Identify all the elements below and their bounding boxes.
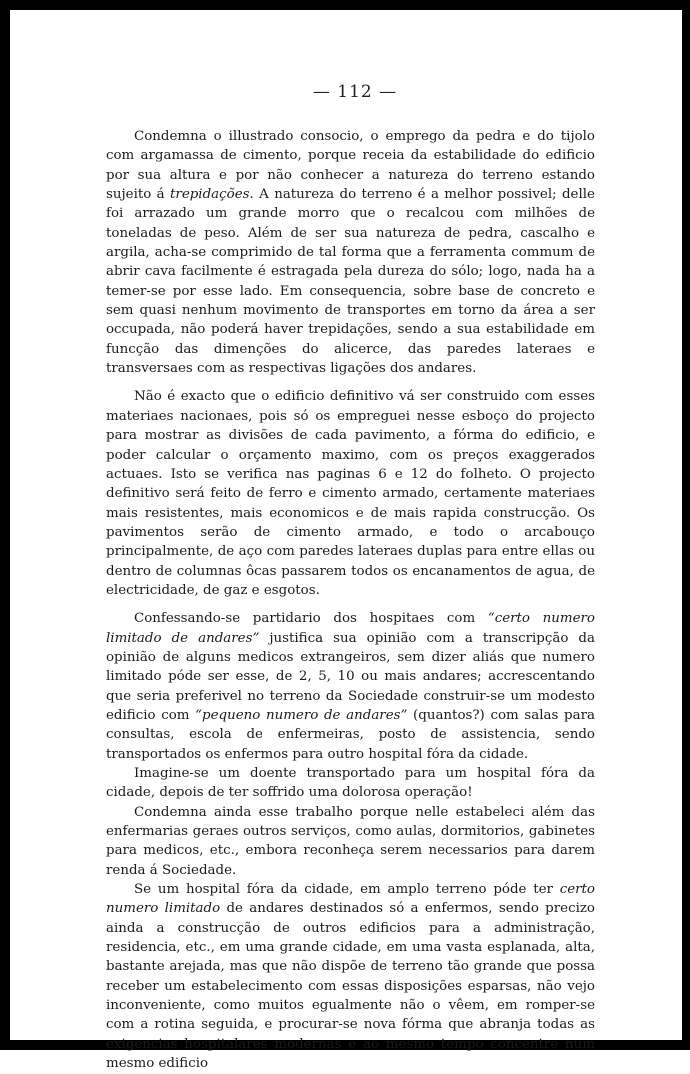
paragraph-3-text-a: Confessando-se partidario dos hospitaes com <box>134 611 476 627</box>
paragraph-4 <box>106 764 595 803</box>
paragraph-1-rest: . A natureza do terreno é a melhor possivel; delle foi arrazado um grande morro que o recalcou com milhões de toneladas de peso. Além de ser sua natureza de pedra, cascalho e argila, acha-se comprimido de tal forma que a ferramenta commum de abrir cava facilmente é estragada pela dureza do sólo; logo, nada ha a temer-se por esse lado. Em consequencia, sobre base de concreto e sem quasi nenhum movimento de transportes em torno da área a ser occupada, não poderá haver trepidações, sendo a sua estabilidade em funcção das dimenções do alicerce, das paredes lateraes e transversaes com as respectivas ligações dos andares. <box>106 187 595 377</box>
paragraph-2-text: Não é exacto que o edificio definitivo vá ser construido com esses materiaes nacionaes, pois só os empreguei nesse esboço do projecto para mostrar as divisões de cada pavimento, a fórma do edificio, e poder calcular o orçamento maximo, com os preços exaggerados actuaes. Isto se verifica nas paginas 6 e 12 do folheto. O projecto definitivo será feito de ferro e cimento armado, certamente materiaes mais resistentes, mais economicos e de mais rapida construcção. Os pavimentos serão de cimento armado, e todo o arcabouço principalmente, de aço com paredes lateraes duplas para entre ellas ou dentro de columnas ôcas passarem todos os encanamentos de agua, de electricidade, de gaz e esgotos. <box>106 389 595 598</box>
paragraph-2 <box>106 387 595 600</box>
document-body <box>106 127 595 1074</box>
paragraph-4-text: Imagine-se um doente transportado para um hospital fóra da cidade, depois de ter soffrido uma dolorosa operação! <box>106 766 595 801</box>
paragraph-3-text-c: (quantos?) com salas para consultas, escola de enfermeiras, posto de assistencia, sendo transportados os enfermos para outro hospital fóra da cidade. <box>106 707 595 762</box>
paragraph-6-text-b: de andares destinados só a enfermos, sendo precizo ainda a construcção de outros edificios para a administração, residencia, etc., em uma grande cidade, em uma vasta esplanada, alta, bastante arejada, mas que não dispõe de terreno tão grande que possa receber um estabelecimento com essas disposições esparsas, não vejo inconveniente, como muitos egualmente não o vêem, em romper-se com a rotina seguida, e procurar-se nova fórma que abranja todas as exigencias hospitalares modernas e ao mesmo tempo concentre num mesmo edificio <box>106 901 595 1072</box>
paragraph-5-text: Condemna ainda esse trabalho porque nelle estabeleci além das enfermarias geraes outros serviços, como aulas, dormitorios, gabinetes para medicos, etc., embora reconheça serem necessarios para darem renda á Sociedade. <box>106 804 595 878</box>
paragraph-3 <box>106 609 595 764</box>
paragraph-5 <box>106 803 595 880</box>
paragraph-1 <box>106 127 595 378</box>
paragraph-3-emphasis-1: “certo numero limitado de andares” <box>106 611 595 646</box>
paragraph-1-text: Condemna o illustrado consocio, o emprego da pedra e do tijolo com argamassa de cimento, porque receia da estabilidade do edificio por sua altura e por não conhecer a natureza do terreno estando sujeito á <box>106 129 595 203</box>
paragraph-6 <box>106 880 595 1073</box>
paragraph-3-emphasis-2: “pequeno numero de andares” <box>195 707 408 723</box>
paragraph-3-text-b: justifica sua opinião com a transcripção da opinião de alguns medicos extrangeiros, sem dizer aliás que numero limitado póde ser esse, de 2, 5, 10 ou mais andares; accrescentando que seria preferivel no terreno da Sociedade construir-se um modesto edificio com <box>106 630 595 723</box>
paragraph-6-text-a: Se um hospital fóra da cidade, em amplo terreno póde ter <box>134 882 553 898</box>
paragraph-1-emphasis: trepidações <box>170 187 250 203</box>
page-number: — 112 — <box>312 82 398 102</box>
paragraph-6-emphasis: certo numero limitado <box>106 882 595 917</box>
